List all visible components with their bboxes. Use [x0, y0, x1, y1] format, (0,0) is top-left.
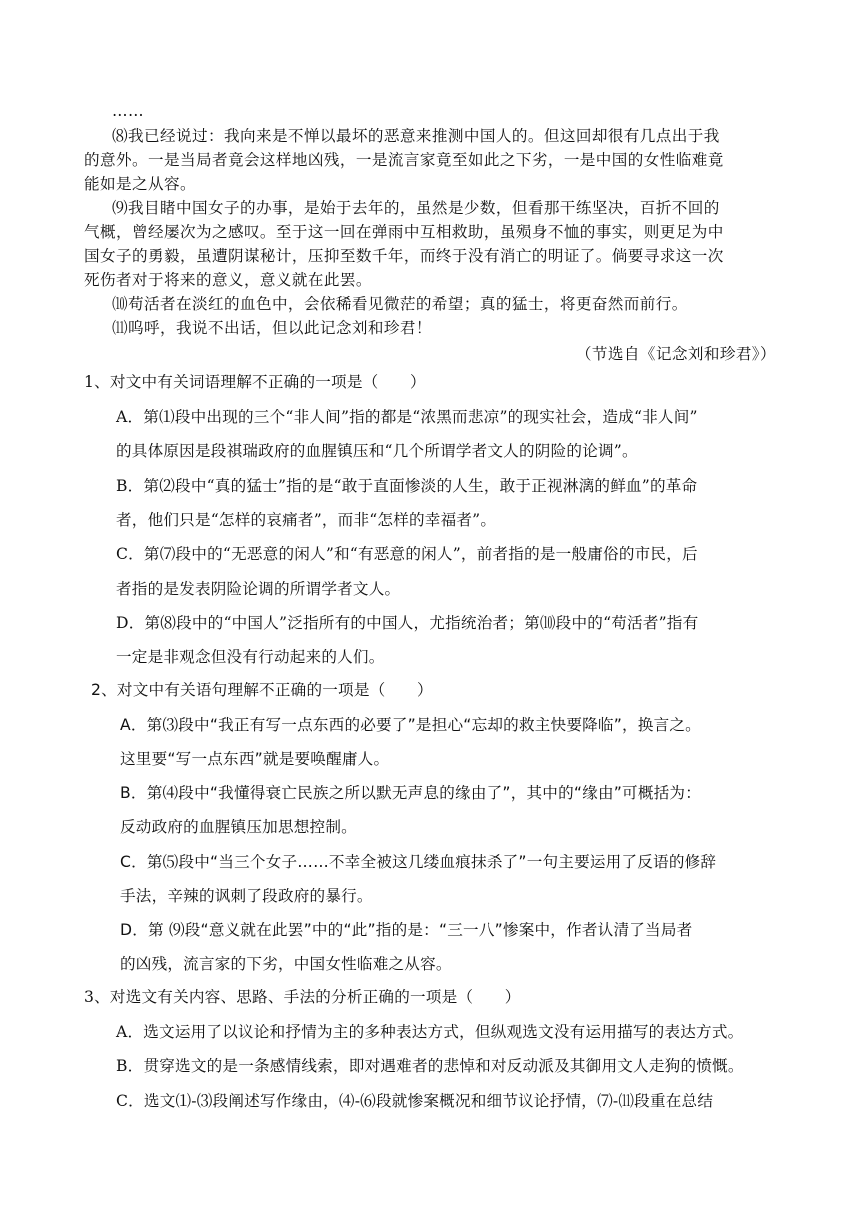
question-2-option-d-line-2: 的凶残，流言家的下劣，中国女性临难之从容。 — [120, 955, 452, 973]
question-3-option-a: A．选文运用了以议论和抒情为主的多种表达方式，但纵观选文没有运用描写的表达方式。 — [116, 1023, 744, 1041]
question-1-option-a-line-1: A．第⑴段中出现的三个“非人间”指的都是“浓黑而悲凉”的现实社会，造成“非人间” — [116, 408, 698, 426]
question-1-option-c-line-2: 者指的是发表阴险论调的所谓学者文人。 — [116, 580, 401, 598]
question-2-option-c-line-2: 手法，辛辣的讽刺了段政府的暴行。 — [120, 887, 373, 905]
question-3-option-b: B．贯穿选文的是一条感情线索，即对遇难者的悲悼和对反动派及其御用文人走狗的愤慨。 — [116, 1057, 744, 1075]
question-2-option-b-line-1: B．第⑷段中“我懂得衰亡民族之所以默无声息的缘由了”，其中的“缘由”可概括为： — [120, 784, 702, 802]
question-2-option-c-line-1: C．第⑸段中“当三个女子……不幸全被这几缕血痕抹杀了”一句主要运用了反语的修辞 — [120, 853, 717, 871]
question-2-stem: 2、对文中有关语句理解不正确的一项是（ ） — [91, 681, 433, 699]
question-2-option-b-line-2: 反动政府的血腥镇压加思想控制。 — [120, 818, 357, 836]
source-citation: （节选自《记念刘和珍君》） — [575, 345, 776, 363]
question-1-option-a-line-2: 的具体原因是段祺瑞政府的血腥镇压和“几个所谓学者文人的阴险的论调”。 — [116, 442, 638, 460]
question-3-option-c: C．选文⑴-⑶段阐述写作缘由，⑷-⑹段就惨案概况和细节议论抒情，⑺-⑾段重在总结 — [116, 1092, 714, 1110]
question-2-option-a-line-2: 这里要“写一点东西”就是要唤醒庸人。 — [120, 750, 390, 768]
paragraph-11: ⑾呜呼，我说不出话，但以此记念刘和珍君！ — [112, 319, 432, 337]
paragraph-10: ⑽苟活者在淡红的血色中，会依稀看见微茫的希望；真的猛士，将更奋然而前行。 — [112, 295, 688, 313]
paragraph-9-line-4: 死伤者对于将来的意义，意义就在此罢。 — [84, 271, 372, 289]
paragraph-8-line-1: ⑻我已经说过：我向来是不惮以最坏的恶意来推测中国人的。但这回却很有几点出于我 — [112, 127, 720, 145]
paragraph-9-line-3: 国女子的勇毅，虽遭阴谋秘计，压抑至数千年，而终于没有消亡的明证了。倘要寻求这一次 — [84, 247, 724, 265]
paragraph-8-line-3: 能如是之从容。 — [84, 175, 196, 193]
question-1-option-d-line-2: 一定是非观念但没有行动起来的人们。 — [116, 648, 385, 666]
paragraph-9-line-1: ⑼我目睹中国女子的办事，是始于去年的，虽然是少数，但看那干练坚决，百折不回的 — [112, 199, 720, 217]
paragraph-9-line-2: 气概，曾经屡次为之感叹。至于这一回在弹雨中互相救助，虽殒身不恤的事实，则更足为中 — [84, 223, 724, 241]
question-3-stem: 3、对选文有关内容、思路、手法的分析正确的一项是（ ） — [84, 988, 521, 1006]
question-2-option-a-line-1: A．第⑶段中“我正有写一点东西的必要了”是担心“忘却的救主快要降临”，换言之。 — [120, 716, 701, 734]
question-1-option-b-line-2: 者，他们只是“怎样的哀痛者”，而非“怎样的幸福者”。 — [116, 511, 497, 529]
ellipsis: …… — [112, 102, 144, 120]
question-1-option-b-line-1: B．第⑵段中“真的猛士”指的是“敢于直面惨淡的人生，敢于正视淋漓的鲜血”的革命 — [116, 477, 698, 495]
paragraph-8-line-2: 的意外。一是当局者竟会这样地凶残，一是流言家竟至如此之下劣，一是中国的女性临难竟 — [84, 151, 724, 169]
question-1-option-d-line-1: D．第⑻段中的“中国人”泛指所有的中国人，尤指统治者；第⑽段中的“苟活者”指有 — [116, 614, 699, 632]
question-1-stem: 1、对文中有关词语理解不正确的一项是（ ） — [84, 373, 426, 391]
question-2-option-d-line-1: D．第 ⑼段“意义就在此罢”中的“此”指的是：“三一八”惨案中，作者认清了当局者 — [120, 921, 693, 939]
question-1-option-c-line-1: C．第⑺段中的“无恶意的闲人”和“有恶意的闲人”，前者指的是一般庸俗的市民，后 — [116, 545, 698, 563]
